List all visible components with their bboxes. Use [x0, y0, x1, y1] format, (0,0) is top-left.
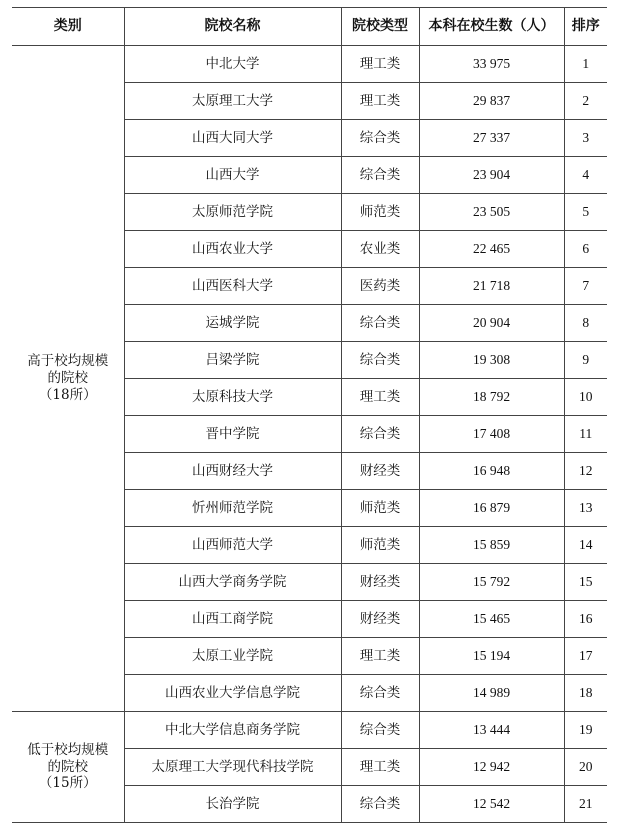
- enrollment-count-cell: 16 948: [419, 453, 564, 490]
- rank-cell: 20: [564, 749, 607, 786]
- category-label-line: 低于校均规模: [27, 741, 109, 758]
- header-school-name: 院校名称: [124, 8, 341, 46]
- enrollment-count-cell: 19 308: [419, 342, 564, 379]
- rank-cell: 16: [564, 601, 607, 638]
- enrollment-count-cell: 15 792: [419, 564, 564, 601]
- school-type-cell: 理工类: [341, 46, 419, 83]
- school-type-cell: 师范类: [341, 527, 419, 564]
- category-cell: [12, 46, 124, 712]
- school-type-cell: 综合类: [341, 120, 419, 157]
- enrollment-count-cell: 18 792: [419, 379, 564, 416]
- enrollment-count-cell: 15 859: [419, 527, 564, 564]
- rank-cell: 2: [564, 83, 607, 120]
- enrollment-count-cell: 21 718: [419, 268, 564, 305]
- header-category: 类别: [12, 8, 124, 46]
- category-label-line: 的院校: [47, 370, 88, 387]
- school-name-cell: 吕梁学院: [124, 342, 341, 379]
- school-name-cell: 中北大学: [124, 46, 341, 83]
- table-row: [12, 712, 607, 749]
- school-type-cell: 师范类: [341, 490, 419, 527]
- rank-cell: 3: [564, 120, 607, 157]
- enrollment-count-cell: 15 465: [419, 601, 564, 638]
- school-name-cell: 太原理工大学现代科技学院: [124, 749, 341, 786]
- rank-cell: 17: [564, 638, 607, 675]
- school-name-cell: 太原科技大学: [124, 379, 341, 416]
- school-name-cell: 长治学院: [124, 786, 341, 823]
- rank-cell: 14: [564, 527, 607, 564]
- rank-cell: 13: [564, 490, 607, 527]
- school-type-cell: 综合类: [341, 342, 419, 379]
- enrollment-count-cell: 27 337: [419, 120, 564, 157]
- rank-cell: 5: [564, 194, 607, 231]
- enrollment-count-cell: 33 975: [419, 46, 564, 83]
- rank-cell: 6: [564, 231, 607, 268]
- enrollment-count-cell: 15 194: [419, 638, 564, 675]
- school-type-cell: 农业类: [341, 231, 419, 268]
- school-type-cell: 医药类: [341, 268, 419, 305]
- rank-cell: 15: [564, 564, 607, 601]
- school-name-cell: 中北大学信息商务学院: [124, 712, 341, 749]
- category-label-line: （18所）: [38, 386, 97, 403]
- school-name-cell: 太原师范学院: [124, 194, 341, 231]
- enrollment-count-cell: 12 542: [419, 786, 564, 823]
- table-body: [12, 46, 607, 823]
- school-type-cell: 综合类: [341, 675, 419, 712]
- school-type-cell: 综合类: [341, 157, 419, 194]
- school-type-cell: 综合类: [341, 416, 419, 453]
- enrollment-count-cell: 17 408: [419, 416, 564, 453]
- school-name-cell: 山西大学: [124, 157, 341, 194]
- university-enrollment-table: [12, 7, 607, 823]
- school-name-cell: 忻州师范学院: [124, 490, 341, 527]
- enrollment-count-cell: 22 465: [419, 231, 564, 268]
- school-name-cell: 山西大同大学: [124, 120, 341, 157]
- enrollment-count-cell: 12 942: [419, 749, 564, 786]
- header-rank: 排序: [564, 8, 607, 46]
- school-type-cell: 财经类: [341, 453, 419, 490]
- category-cell: [12, 712, 124, 823]
- enrollment-count-cell: 13 444: [419, 712, 564, 749]
- school-name-cell: 山西工商学院: [124, 601, 341, 638]
- school-type-cell: 综合类: [341, 712, 419, 749]
- rank-cell: 7: [564, 268, 607, 305]
- enrollment-count-cell: 14 989: [419, 675, 564, 712]
- school-name-cell: 山西农业大学: [124, 231, 341, 268]
- school-type-cell: 理工类: [341, 749, 419, 786]
- header-row: [12, 8, 607, 46]
- school-type-cell: 理工类: [341, 638, 419, 675]
- rank-cell: 18: [564, 675, 607, 712]
- school-type-cell: 理工类: [341, 83, 419, 120]
- school-name-cell: 山西医科大学: [124, 268, 341, 305]
- school-type-cell: 财经类: [341, 601, 419, 638]
- header-school-type: 院校类型: [341, 8, 419, 46]
- enrollment-count-cell: 29 837: [419, 83, 564, 120]
- table-row: [12, 46, 607, 83]
- rank-cell: 4: [564, 157, 607, 194]
- school-name-cell: 山西农业大学信息学院: [124, 675, 341, 712]
- school-type-cell: 财经类: [341, 564, 419, 601]
- enrollment-count-cell: 23 904: [419, 157, 564, 194]
- enrollment-count-cell: 23 505: [419, 194, 564, 231]
- header-enrollment-count: 本科在校生数（人）: [419, 8, 564, 46]
- rank-cell: 11: [564, 416, 607, 453]
- school-name-cell: 山西师范大学: [124, 527, 341, 564]
- enrollment-count-cell: 16 879: [419, 490, 564, 527]
- enrollment-count-cell: 20 904: [419, 305, 564, 342]
- category-label-line: 的院校: [47, 758, 88, 775]
- school-type-cell: 师范类: [341, 194, 419, 231]
- school-name-cell: 运城学院: [124, 305, 341, 342]
- category-label-line: （15所）: [38, 775, 97, 792]
- school-type-cell: 理工类: [341, 379, 419, 416]
- school-type-cell: 综合类: [341, 786, 419, 823]
- school-name-cell: 太原理工大学: [124, 83, 341, 120]
- rank-cell: 21: [564, 786, 607, 823]
- school-name-cell: 山西财经大学: [124, 453, 341, 490]
- school-name-cell: 山西大学商务学院: [124, 564, 341, 601]
- school-type-cell: 综合类: [341, 305, 419, 342]
- school-name-cell: 太原工业学院: [124, 638, 341, 675]
- school-name-cell: 晋中学院: [124, 416, 341, 453]
- rank-cell: 1: [564, 46, 607, 83]
- rank-cell: 10: [564, 379, 607, 416]
- category-label-line: 高于校均规模: [27, 353, 109, 370]
- rank-cell: 12: [564, 453, 607, 490]
- rank-cell: 8: [564, 305, 607, 342]
- rank-cell: 19: [564, 712, 607, 749]
- rank-cell: 9: [564, 342, 607, 379]
